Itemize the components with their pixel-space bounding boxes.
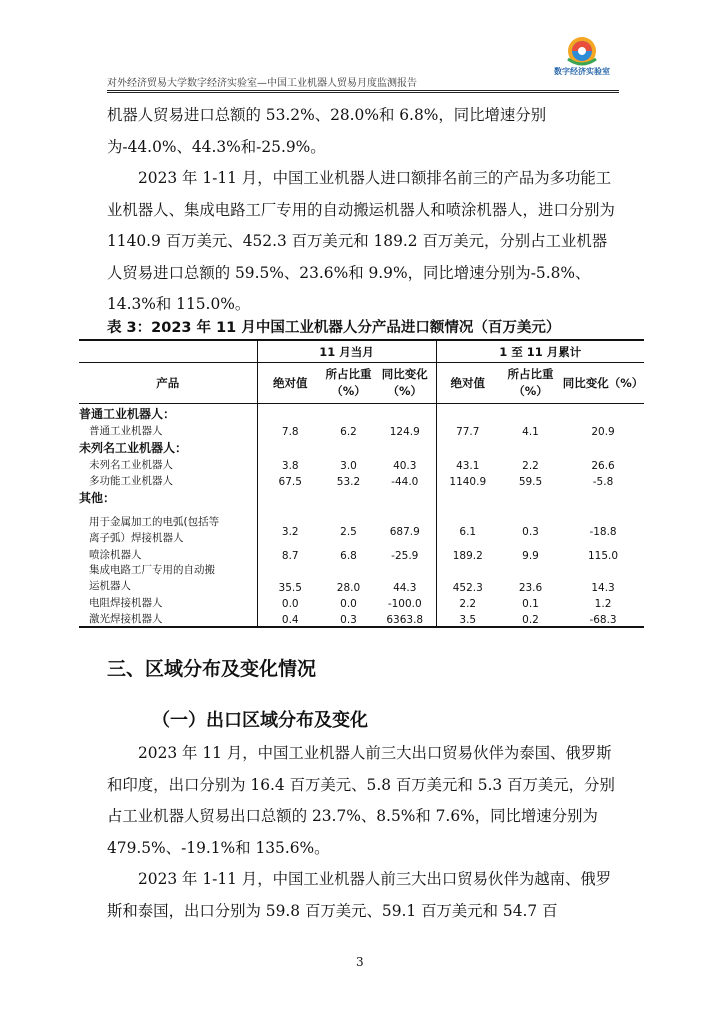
- group-label: 未列名工业机器人：: [79, 440, 188, 455]
- import-product-table: [79, 339, 644, 628]
- table-title: 表 3：2023 年 11 月中国工业机器人分产品进口额情况（百万美元）: [107, 320, 561, 336]
- lab-logo-caption: 数字经济实验室: [554, 67, 610, 76]
- group-label: 其他：: [79, 490, 116, 505]
- header-rule-thin: [107, 92, 619, 93]
- table-row: 未列名工业机器人 3.8 3.0 40.3 43.1 2.2 26.6: [79, 456, 644, 472]
- group-label: 普通工业机器人：: [79, 406, 176, 421]
- col-header-share: 所占比重（%）: [323, 363, 374, 404]
- col-header-ytd-yoy: 同比变化（%）: [562, 363, 644, 404]
- paragraph-november-exports: 2023 年 11 月，中国工业机器人前三大出口贸易伙伴为泰国、俄罗斯和印度，出口分别为 16.4 百万美元、5.8 百万美元和 5.3 百万美元，分别占工业机器人贸易出口总额的 23.7%、8.5%和 7.6%，同比增速分别为 479.5%、-19.1%和 135.6%。: [107, 744, 615, 857]
- col-header-yoy: 同比变化（%）: [374, 363, 436, 404]
- section-heading: 三、区域分布及变化情况: [107, 658, 317, 680]
- table-row: 普通工业机器人 7.8 6.2 124.9 77.7 4.1 20.9: [79, 422, 644, 438]
- table-row: 多功能工业机器人 67.5 53.2 -44.0 1140.9 59.5 -5.8: [79, 472, 644, 488]
- col-header-product: 产品: [79, 363, 257, 404]
- col-header-ytd-value: 绝对值: [436, 363, 499, 404]
- col-header-ytd-share: 所占比重（%）: [499, 363, 562, 404]
- table-corner: [79, 340, 257, 363]
- table-row: 用于金属加工的电弧(包括等 离子弧）焊接机器人 3.2 2.5 687.9 6.1 0.3 -18.8: [79, 506, 644, 546]
- group-header-ytd: 1 至 11 月累计: [436, 340, 644, 363]
- col-header-value: 绝对值: [257, 363, 323, 404]
- table-row: 喷涂机器人 8.7 6.8 -25.9 189.2 9.9 115.0: [79, 546, 644, 562]
- paragraph-ytd-exports: 2023 年 1-11 月，中国工业机器人前三大出口贸易伙伴为越南、俄罗斯和泰国，出口分别为 59.8 百万美元、59.1 百万美元和 54.7 百: [107, 870, 612, 920]
- page-number: 3: [356, 955, 364, 969]
- group-header-month: 11 月当月: [257, 340, 436, 363]
- table-row: 集成电路工厂专用的自动搬 运机器人 35.5 28.0 44.3 452.3 23.6 14.3: [89, 564, 615, 594]
- running-header: 对外经济贸易大学数字经济实验室—中国工业机器人贸易月度监测报告: [107, 78, 417, 89]
- paragraph-import-ranking: 2023 年 1-11 月，中国工业机器人进口额排名前三的产品为多功能工业机器人、集成电路工厂专用的自动搬运机器人和喷涂机器人，进口分别为 1140.9 百万美元、452.3 百万美元和 189.2 百万美元，分别占工业机器人贸易进口总额的 59.5%、23.6%和 9.9%，同比增速分别为-5.8%、14.3%和 115.0%。: [107, 169, 615, 313]
- table-row: 电阻焊接机器人 0.0 0.0 -100.0 2.2 0.1 1.2: [79, 594, 644, 610]
- paragraph-continued: 机器人贸易进口总额的 53.2%、28.0%和 6.8%，同比增速分别为-44.0%、44.3%和-25.9%。: [107, 106, 547, 156]
- header-rule: [107, 90, 619, 91]
- table-row: 激光焊接机器人 0.4 0.3 6363.8 3.5 0.2 -68.3: [79, 610, 644, 627]
- subsection-heading: （一）出口区域分布及变化: [152, 710, 368, 731]
